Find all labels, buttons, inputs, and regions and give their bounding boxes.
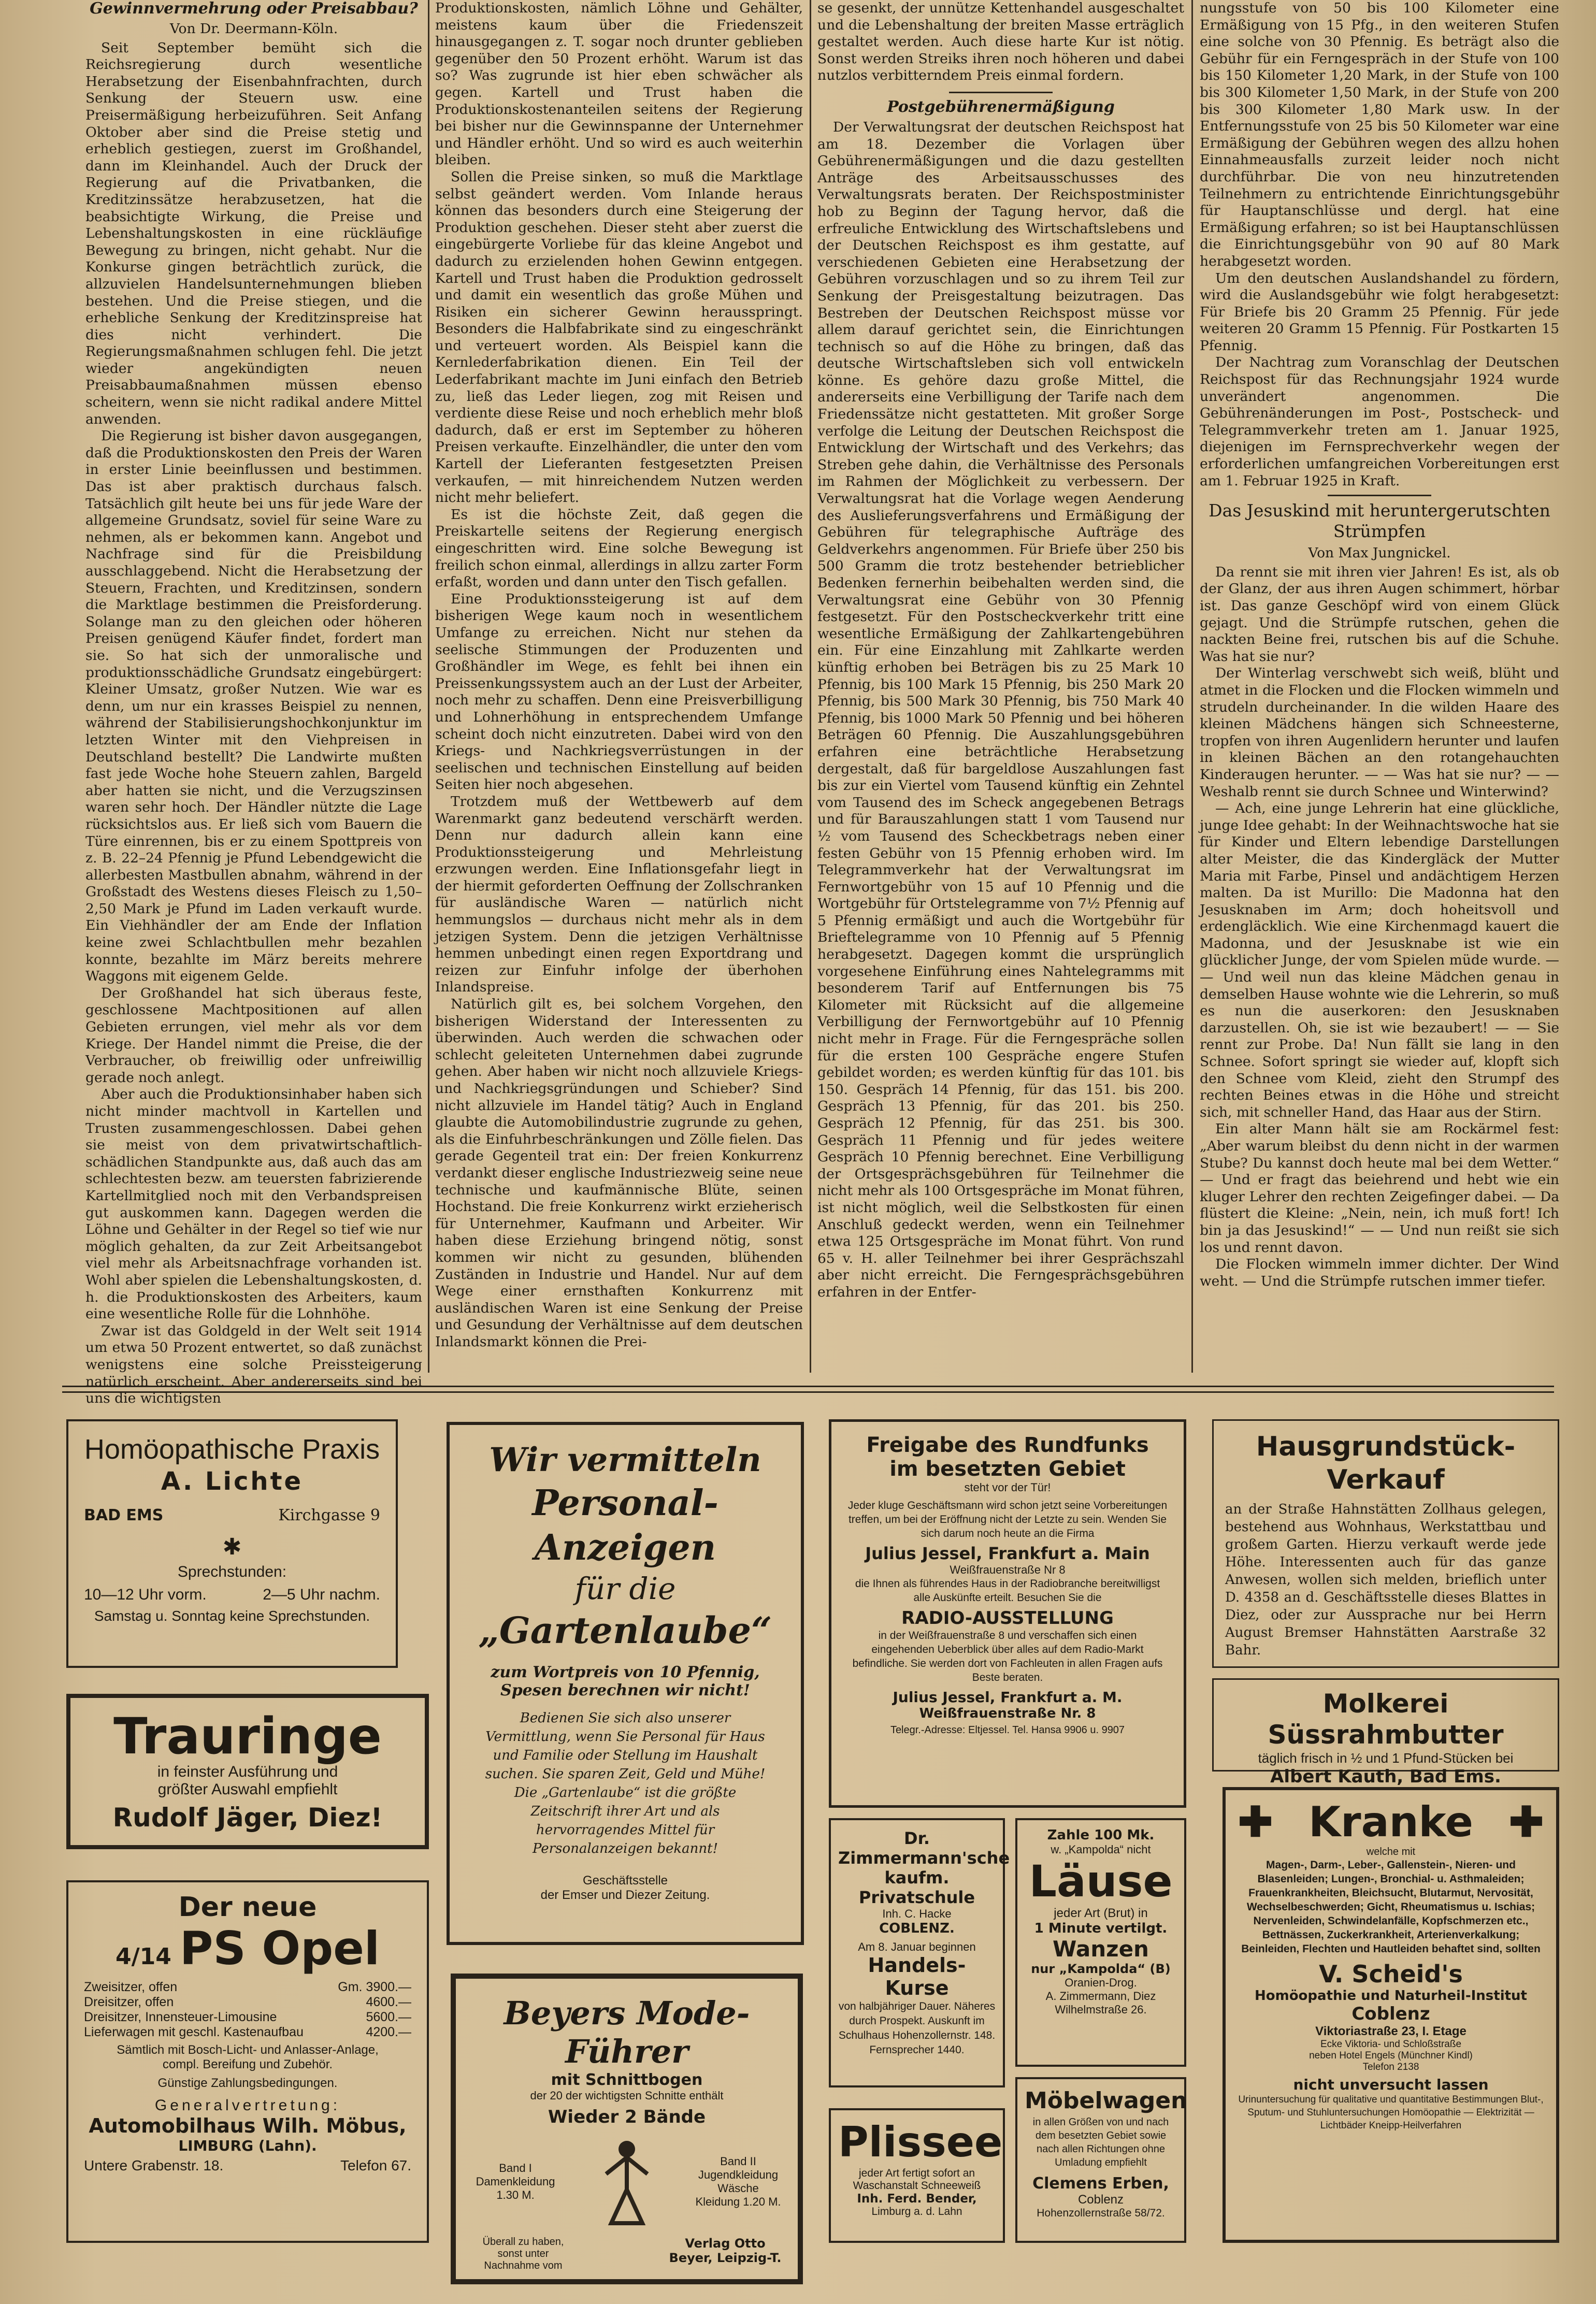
article-paragraph: Da rennt sie mit ihren vier Jahren! Es ist, als ob der Glanz, der aus ihren Augen schimmert, hörbar ist. Das ganze Geschöpf wird von einem Glück gejagt. Und die Strümpfe rutschen, gehen die nackten Beine frei, rutschen bis auf die Schuhe. Was hat sie nur?	[1200, 564, 1559, 665]
ad-price-list	[84, 1980, 411, 2040]
article-paragraph: se gesenkt, der unnütze Kettenhandel ausgeschaltet und die Lebenshaltung der breiten Masse erträglich gestaltet werden. Auch diese harte Kur ist nötig. Sonst werden Streiks ihren noch höheren und dabei nutzlos verbitterndem Preis einmal fordern.	[817, 0, 1184, 84]
ad-address: Untere Grabenstr. 18.	[84, 2157, 224, 2173]
ad-body: Magen-, Darm-, Leber-, Gallenstein-, Nieren- und Blasenleiden; Lungen-, Bronchial- u. Asthmaleiden; Frauenkrankheiten, Bleichsucht, Blutarmut, Nervosität, Wechselbeschwerden; Gicht, Rheumatismus u. Ischias; Nervenleiden, Schwindelanfälle, Kopfschmerzen etc., Bettnässen, Zuckerkrankheit, Arterienverkalkung; Beinleiden, Flechten und Hautleiden behaftet sind, sollten	[1241, 1859, 1541, 1955]
ad-name: A. Lichte	[161, 1467, 304, 1496]
separator-rule	[1328, 495, 1431, 496]
ad-body: in der Weißfrauenstraße 8 und verschaffen sich einen eingehenden Ueberblick über alles auf dem Radio-Markt befindliche. Sie werden dort von Fachleuten in allen Fragen aufs Beste beraten.	[852, 1630, 1163, 1683]
ad-line: jeder Art fertigt sofort an	[858, 2167, 975, 2179]
ad-price-row	[84, 1995, 411, 2010]
ad-rundfunk	[829, 1419, 1186, 1808]
ad-opel	[66, 1880, 429, 2243]
ad-course: Handels-Kurse	[868, 1954, 966, 1999]
cross-icon: ✚	[1508, 1797, 1544, 1846]
ad-title: Dr. Zimmermann'sche	[838, 1828, 1010, 1868]
ad-address: Ecke Viktoria- und Schloßstraße	[1320, 2039, 1462, 2050]
ad-line: in feinster Ausführung und	[157, 1763, 338, 1780]
separator-rule	[949, 92, 1053, 93]
ad-line: Wieder 2 Bände	[548, 2107, 706, 2127]
article-paragraph: Natürlich gilt es, bei solchem Vorgehen, den bisherigen Widerstand der Interessenten zu überwinden. Auch werden die schwachen oder schlecht geleiteten Unternehmen dabei zugrunde gehen. Aber haben wir nicht noch allzuviele Kriegs- und Nachkriegsgründungen und Schieber? Sind nicht allzuviele im Handel tätig? Auch in England glaubte die Automobilindustrie zugrunde zu gehen, als die Einfuhrbeschränkungen und Zölle fielen. Das gerade Gegenteil trat ein: Der freien Konkurrenz verdankt dieser englische Industriezweig seine neue technische und kaufmännische Blüte, seinen Hochstand. Die freie Konkurrenz wirkt erzieherisch für Unternehmer, Kaufmann und Arbeiter. Wir haben diese Erziehung bringend nötig, sonst kommen wir nicht zu gesunden, blühenden Zuständen in Industrie und Handel. Nur auf dem Wege einer ernsthaften Konkurrenz mit ausländischen Waren ist eine Senkung der Preise und Gesundung der Verhältnisse auf dem deutschen Inlandsmarkt können die Prei-	[435, 996, 803, 1350]
ad-address: neben Hotel Engels (Münchner Kindl)	[1309, 2050, 1473, 2061]
ad-dealer-city: LIMBURG (Lahn).	[178, 2137, 317, 2154]
ad-zimmermann-privatschule	[829, 1818, 1010, 2087]
ad-top: w. „Kampolda“ nicht	[1051, 1843, 1151, 1856]
ad-trauringe	[66, 1694, 429, 1849]
ad-line: der 20 der wichtigsten Schnitte enthält	[530, 2089, 724, 2102]
article-paragraph: Zwar ist das Goldgeld in der Welt seit 1914 um etwa 50 Prozent entwertet, so daß zunächst wenigstens eine solche Preissteigerung natürlich erscheint. Aber andererseits sind bei uns die wichtigsten	[85, 1322, 422, 1407]
article-paragraph: Die Regierung ist bisher davon ausgegangen, daß die Produktionskosten den Preis der Waren in erster Linie beeinflussen und bestimmen. Das ist aber praktisch durchaus falsch. Tatsächlich gilt heute bei uns für jede Ware der allgemeine Grundsatz, soviel für seine Ware zu nehmen, als er bekommen kann. Angebot und Nachfrage sind für die Preisbildung ausschlaggebend. Nicht die Herabsetzung der Steuern, Frachten, und Kreditzinsen, sondern die Marktlage bestimmen die Preisforderung. Solange man zu den gleichen oder höheren Preisen genügend Käufer findet, fordert man sie. So hat sich der unmoralische und produktionsschädliche Grundsatz eingebürgert: Kleiner Umsatz, großer Nutzen. Wie war es denn, um nur ein krasses Beispiel zu nennen, während der Stabilisierungshochkonjunktur im letzten Winter mit den Viehpreisen in Deutschland bestellt? Die Landwirte mußten fast jede Woche hohe Steuern zahlen, Bargeld aber hatten sie nicht, und die Verzugszinsen waren sehr hoch. Der Händler nützte die Lage rücksichtslos aus. Er ließ sich vom Bauern die Türe einrennen, bis er zu einem Spottpreis von z. B. 22–24 Pfennig je Pfund Lebendgewicht die allerbesten Mastbullen abnahm, während in der Großstadt des Westens dieses Fleisch zu 1,50–2,50 Mark je Pfund im Laden verkauft wurde. Ein Viehhändler der am Ende der Inflation keine zwei Schlachtbullen mehr bezahlen konnte, bezahlte im März bereits mehrere Waggons mit eigenem Gelde.	[85, 428, 422, 985]
ad-moebelwagen	[1015, 2077, 1186, 2243]
article-paragraph: Sollen die Preise sinken, so muß die Marktlage selbst geändert werden. Vom Inlande heraus können das besonders durch eine Steigerung der Produktion geschehen. Dieser steht aber zuerst die eingebürgerte Vorliebe für das kleine Angebot und dadurch zu erzielenden hohen Gewinn entgegen. Kartell und Trust haben die Produktion gedrosselt und damit ein wesentlich das große Mühen und Risiken ein sicherer Gewinn herausspringt. Besonders die Halbfabrikate sind zu eingeschränkt und verteuert worden. Als Beispiel kann die Kernlederfabrikation dienen. Ein Teil der Lederfabrikant machte im Juni einfach den Betrieb zu, ließ das Leder liegen, zog mit Reisen und verdiente diese Reise und noch erheblich mehr bloß dadurch, daß er erst im September zu höheren Preisen verkaufte. Einzelhändler, die unter den vom Kartell der Lieferanten festgesetzten Preisen verkaufen, — mit hinreichendem Nutzen werden nicht mehr beliefert.	[435, 168, 803, 506]
ad-telephone: Telefon 67.	[340, 2157, 411, 2173]
ad-line: „Gartenlaube“	[478, 1609, 772, 1652]
ad-line: Waschanstalt Schneeweiß	[853, 2180, 981, 2192]
ad-title: Homöopathische Praxis	[84, 1434, 380, 1465]
ad-foot: Überall zu haben, sonst unter Nachnahme vom	[482, 2236, 564, 2271]
ad-homoeopathische-praxis	[66, 1419, 398, 1668]
column-4	[1200, 0, 1559, 1373]
ad-firm: V. Scheid's	[1319, 1960, 1463, 1988]
ad-hours-weekend: Samstag u. Sonntag keine Sprechstunden.	[94, 1608, 370, 1624]
ad-sub: welche mit	[1366, 1846, 1416, 1857]
article-paragraph: Seit September bemüht sich die Reichsregierung durch wesentliche Herabsetzung der Eisenbahnfrachten, durch Senkung der Steuern usw. eine Preisermäßigung herbeizuführen. Seit Anfang Oktober aber sind die Preise stetig und erheblich gestiegen, zuerst im Großhandel, dann im Kleinhandel. Auch der Druck der Regierung auf die Privatbanken, die Kreditzinssätze herabzusetzen, hat die beabsichtigte Wirkung, die Preise und Lebenshaltungskosten in eine rückläufige Bewegung zu bringen, nicht gehabt. Nur die Konkurse gingen beträchtlich zurück, die allzuvielen Handelsunternehmungen blieben bestehen. Und die Preise stiegen, und die erhebliche Senkung der Kreditzinspreise hat dies nicht verhindert. Die Regierungsmaßnahmen schlugen fehl. Die jetzt wieder angekündigten neuen Preisabbaumaßnahmen müssen ebenso scheitern, wenn sie nicht radikal andere Mittel anwenden.	[85, 39, 422, 427]
article-byline: Von Max Jungnickel.	[1308, 545, 1451, 561]
ad-city: Coblenz	[1351, 2004, 1430, 2024]
article-title-jesuskind: Das Jesuskind mit heruntergerutschten Strümpfen	[1209, 500, 1550, 542]
ad-title: kaufm. Privatschule	[858, 1868, 975, 1907]
ad-firm: Julius Jessel, Frankfurt a. Main	[865, 1544, 1150, 1563]
article-paragraph: Der Winterlag verschwebt sich weiß, blüht und atmet in die Flocken und die Flocken wimmeln und strudeln durcheinander. In die wilden Haare des kleinen Mädchens hängen sich Schneesterne, tropfen von ihren Augenlidern herunter und laufen in kleinen Bächen an den rotangehauchten Kinderaugen herunter. — — Was hat sie nur? — — Weshalb rennt sie durch Schnee und Winterwind?	[1200, 665, 1559, 800]
ad-hours-row	[84, 1586, 380, 1604]
ad-cta: nicht unversucht lassen	[1293, 2076, 1489, 2093]
ad-plissee	[829, 2108, 1005, 2243]
ad-sub: steht vor der Tür!	[964, 1481, 1051, 1494]
ad-line: Wilhelmstraße 26.	[1055, 2003, 1147, 2016]
ad-title: Trauringe	[113, 1707, 382, 1765]
ad-address: Viktoriastraße 23, I. Etage	[1315, 2024, 1466, 2038]
ad-price-label: Dreisitzer, Innensteuer-Limousine	[84, 2010, 277, 2024]
ad-hausgrundstueck	[1212, 1419, 1559, 1668]
ad-foot: Verlag Otto Beyer, Leipzig-T.	[669, 2236, 782, 2265]
ad-price-value: 4200.—	[366, 2025, 411, 2039]
ad-firm-address: Weißfrauenstraße Nr. 8	[919, 1706, 1096, 1721]
article-paragraph: Der Verwaltungsrat der deutschen Reichspost hat am 18. Dezember die Vorlagen über Gebührenermäßigungen und die dazu gestellten Anträge des Arbeitsausschusses des Verwaltungsrats beraten. Der Reichspostminister hob zu Beginn der Tagung hervor, daß die erfreuliche Entwicklung des Wirtschaftslebens und der Deutschen Reichspost es ihm gestatte, auf verschiedenen Gebieten eine Herabsetzung der Gebühren vorzuschlagen und so zu ihrem Teil zur Senkung der Preisgestaltung beizutragen. Das Bestreben der Deutschen Reichspost müsse vor allem darauf gerichtet sein, die Einrichtungen technisch so auf die Höhe zu bringen, daß das deutsche Wirtschaftsleben sich voll entwickeln könne. Es gehöre dazu große Mittel, die andererseits eine Verbilligung der Tarife nach dem Friedenssätze nicht gestatteten. Mit großer Sorge verfolge die Leitung der Deutschen Reichspost die Entwicklung der Wirtschaft und des Verkehrs; das Streben gehe dahin, die Verhältnisse des Personals im Rahmen der Möglichkeit zu verbessern. Der Verwaltungsrat hat die Vorlage wegen Aenderung des Auslieferungsverfahrens und Ermäßigung der Gebühren für telegraphische Aufträge des Geldverkehrs angenommen. Für Briefe über 250 bis 500 Gramm die trotz bestehender betrieblicher Bedenken fernerhin beibehalten werden sind, die Verwaltungsrat eine Gebühr von 30 Pfennig festgesetzt. Für den Postscheckverkehr tritt eine wesentliche Ermäßigung der Zahlkartengebühren ein. Für eine Einzahlung mit Zahlkarte werden künftig erhoben bei Beträgen bis zu 25 Mark 10 Pfennig, bis 100 Mark 15 Pfennig, bis 250 Mark 20 Pfennig, bis 500 Mark 30 Pfennig, bis 750 Mark 40 Pfennig, bis 1000 Mark 50 Pfennig und bei höheren Beträgen 60 Pfennig. Die Auszahlungsgebühren erfahren eine beträchtliche Herabsetzung dergestalt, daß für bargeldlose Auszahlungen fast bis zur ein Viertel vom Tausend künftig ein Zehntel vom Tausend des im Scheck angegebenen Betrags und für Barauszahlungen statt 1 vom Tausend nur ½ vom Tausend des Scheckbetrags neben einer festen Gebühr von 15 Pfennig erhoben wird. Im Telegrammverkehr hat der Verwaltungsrat im Fernwortgebühr von 15 auf 10 Pfennig und die Wortgebühr für Ortstelegramme von 7½ Pfennig auf 5 Pfennig ermäßigt und auch die Wortgebühr für Brieftelegramme von 10 Pfennig auf 5 Pfennig herabgesetzt. Dagegen kommt die ursprünglich vorgesehene Einführung eines Nahtelegramms mit besonderem Tarif auf Entfernungen bis 75 Kilometer mit Rücksicht auf die allgemeine Verbilligung der Fernwortgebühr auf 10 Pfennig nicht mehr in Frage. Für die Ferngespräche sollen für die ersten 100 Gespräche engere Stufen gebildet worden; es werden künftig für das 101. bis 150. Gespräch 14 Pfennig, für das 151. bis 200. Gespräch 13 Pfennig, für das 201. bis 250. Gespräch 12 Pfennig, für das 251. bis 300. Gespräch 11 Pfennig und für jedes weitere Gespräch 10 Pfennig berechnet. Eine Verbilligung der Ortsgesprächsgebühren für Teilnehmer die nicht mehr als 100 Ortsgespräche im Monat führen, ist nicht möglich, weil die Selbstkosten für einen Anschluß gedeckt werden, wenn ein Teilnehmer etwa 125 Ortsgespräche im Monat führt. Von rund 65 v. H. aller Teilnehmer bei ihrer Gesprächszahl aber nicht erreicht. Die Ferngesprächsgebühren erfahren in der Entfer-	[817, 119, 1184, 1300]
ad-line: täglich frisch in ½ und 1 Pfund-Stücken bei	[1258, 1750, 1514, 1766]
ad-price-row	[84, 2025, 411, 2040]
ad-body: in allen Größen von und nach dem besetzten Gebiet sowie nach allen Richtungen ohne Umladung empfiehlt	[1032, 2116, 1169, 2168]
ad-beyers-mode-fuehrer	[451, 1974, 803, 2284]
ad-band: Band II Jugendkleidung Wäsche Kleidung 1.20 M.	[695, 2155, 781, 2208]
column-1	[85, 0, 422, 1407]
article-title-postgebuehren: Postgebührenermäßigung	[887, 97, 1115, 116]
ad-city: Coblenz	[1077, 2193, 1124, 2207]
ad-title: Plissee	[838, 2118, 1003, 2166]
ad-foot-row	[471, 2236, 782, 2272]
ad-line: mit Schnittbogen	[551, 2071, 703, 2089]
ad-bands-row	[471, 2138, 782, 2226]
ad-line: A. Zimmermann, Diez	[1045, 1990, 1156, 2003]
ad-gv: Generalvertretung:	[154, 2097, 341, 2114]
article-paragraph: nungsstufe von 50 bis 100 Kilometer eine Ermäßigung von 15 Pfg., in den weiteren Stufen eine solche von 30 Pfennig. Es beträgt also die Gebühr für ein Ferngespräch in der Stufe von 100 bis 150 Kilometer 1,20 Mark, in der Stufe von 100 bis 300 Kilometer 1,50 Mark, in der Stufe von 200 bis 300 Kilometer 1,80 Mark usw. In der Entfernungsstufe von 25 bis 50 Kilometer war eine Ermäßigung der Gebühren wegen des allzu hohen Einnahmeausfalls zurzeit leider noch nicht durchführbar. Die von neu hinzutretenden Teilnehmern zu entrichtende Einrichtungsgebühr für Hauptanschlüsse und dergl. hat eine Ermäßigung erfahren; so ist bei Hauptanschlüssen die Einrichtungsgebühr von 90 auf 80 Mark herabgesetzt worden.	[1200, 0, 1559, 269]
ad-price-row	[84, 2010, 411, 2025]
ad-line: 1 Minute vertilgt.	[1034, 1921, 1168, 1936]
ad-foot: Urinuntersuchung für qualitative und quantitative Bestimmungen Blut-, Sputum- und Stuhluntersuchungen Homöopathie — Elektrizität — Lichtbäder Kneipp-Heilverfahren	[1238, 2094, 1544, 2131]
ad-title: Wanzen	[1053, 1936, 1149, 1962]
ad-fraction: 4/14	[115, 1943, 171, 1970]
article-paragraph: — Ach, eine junge Lehrerin hat eine glückliche, junge Idee gehabt: In der Weihnachtswoche hat sie für Kinder und Eltern lebendige Darstellungen alter Meister, die das Kindergläck der Mutter Maria mit Farbe, Pinsel und andächtigem Herzen malten. Da ist Murillo: Die Madonna hat den Jesusknaben im Arm; doch hoheitsvoll und erdengläcklich. Wie eine Kirchenmagd kauert die Madonna, und der Jesusknabe ist wie ein glücklicher Junge, der vom Spielen müde wurde. — — Und weil nun das kleine Mädchen genau in demselben Hause wohnte wie die Lehrerin, so muß es nun die auserkoren: den Jesusknaben darzustellen. Oh, sie ist wie bezaubert! — — Sie rennt zur Probe. Da! Nun fällt sie lang in den Schnee. Sofort springt sie wieder auf, klopft sich den Schnee vom Kleid, zieht den Strumpf des rechten Beines etwas in die Höhe und streicht sich, mit schneller Hand, das Haar aus der Stirn.	[1200, 800, 1559, 1120]
ad-address-row	[84, 1506, 380, 1524]
ad-line: zum Wortpreis von 10 Pfennig,	[491, 1663, 760, 1681]
article-byline: Von Dr. Deermann-Köln.	[169, 21, 338, 37]
ad-line: Am 8. Januar beginnen	[858, 1940, 976, 1953]
article-paragraph: Aber auch die Produktionsinhaber haben sich nicht minder machtvoll in Kartellen und Trusten zusammengeschlossen. Dabei gehen sie meist von dem privatwirtschaftlich-schädlichen Standpunkte aus, daß auch das am schlechtesten bezw. am teuersten fabrizierende Kartellmitglied noch mit den Verbandspreisen gut auskommen kann. Dagegen werden die Löhne und Gehälter in der Regel so tief wie nur möglich gehalten, da zur Zeit Arbeitsangebot viel mehr als Arbeitsnachfrage vorhanden ist. Wohl aber spielen die Lebenshaltungskosten, d. h. die Produktionskosten des Arbeiters, kaum eine wesentliche Rolle für die Lohnhöhe.	[85, 1086, 422, 1322]
ad-model-row	[84, 1923, 411, 1975]
ad-body: die Ihnen als führendes Haus in der Radiobranche bereitwilligst alle Auskünfte erteilt. Besuchen Sie die	[855, 1578, 1160, 1604]
ad-line: Oranien-Drog.	[1065, 1976, 1137, 1989]
ad-expo: RADIO-AUSSTELLUNG	[901, 1608, 1114, 1629]
ad-title: Läuse	[1029, 1856, 1173, 1907]
asterisk-icon: ✱	[222, 1534, 242, 1560]
ad-molkerei	[1212, 1678, 1559, 1787]
ad-note: Sämtlich mit Bosch-Licht- und Anlasser-Anlage,	[117, 2043, 379, 2057]
ad-firm: Homöopathie und Naturheil-Institut	[1254, 1988, 1527, 2004]
ad-firm: Albert Kauth, Bad Ems.	[1270, 1766, 1501, 1787]
ad-dealer: Automobilhaus Wilh. Möbus,	[89, 2114, 407, 2137]
article-paragraph: Ein alter Mann hält sie am Rockärmel fest: „Aber warum bleibst du denn nicht in der warmen Stube? Du kannst doch heute mal bei dem Wetter.“ — Und er fragt das beiehrend und hebt wie ein kluger Lehrer den rechten Zeigefinger dabei. — Da flüstert die Kleine: „Nein, nein, ich muß fort! Ich bin ja das Jesuskind!“ — — Und nun reißt sie sich los und rennt davon.	[1200, 1121, 1559, 1256]
ad-title: Kranke	[1309, 1797, 1473, 1846]
ad-note: Günstige Zahlungsbedingungen.	[157, 2076, 338, 2090]
ad-line: Wir vermitteln	[489, 1441, 761, 1479]
ads-divider-rule	[62, 1386, 1554, 1393]
ad-body: Jeder kluge Geschäftsmann wird schon jetzt seine Vorbereitungen treffen, um bei der Eröffnung nicht der Letzte zu sein. Wenden Sie sich darum noch heute an die Firma	[847, 1500, 1168, 1539]
ad-line: nur „Kampolda“ (B)	[1031, 1962, 1171, 1976]
article-paragraph: Es ist die höchste Zeit, daß gegen die Preiskartelle seitens der Regierung energisch eingeschritten wird. Eine solche Bewegung ist freilich schon einmal, allerdings in allzu zarter Form erfaßt, worden und dann unter den Tisch gefallen.	[435, 506, 803, 591]
ad-hours-morning: 10—12 Uhr vorm.	[84, 1586, 207, 1603]
ad-price-label: Lieferwagen mit geschl. Kastenaufbau	[84, 2025, 304, 2039]
ad-owner: Inh. C. Hacke	[882, 1907, 952, 1920]
ad-body: von halbjähriger Dauer. Näheres durch Prospekt. Auskunft im Schulhaus Hohenzollernstr. 148. Fernsprecher 1440.	[838, 2000, 996, 2056]
column-divider	[810, 0, 811, 1373]
ad-hours-afternoon: 2—5 Uhr nachm.	[263, 1586, 380, 1603]
ad-title-row	[1238, 1797, 1544, 1846]
ad-title: Möbelwagen	[1025, 2087, 1187, 2114]
ad-name: Rudolf Jäger, Diez!	[112, 1803, 383, 1833]
article-title-gewinnvermehrung: Gewinnvermehrung oder Preisabbau?	[90, 0, 418, 18]
ad-address: Limburg a. d. Lahn	[871, 2206, 962, 2217]
ad-foot: Geschäftsstelle	[582, 1874, 668, 1888]
ad-city: COBLENZ.	[879, 1921, 955, 1936]
ad-price-value: 4600.—	[366, 1995, 411, 2009]
article-paragraph: Der Großhandel hat sich überaus feste, geschlossene Machtpositionen auf allen Gebieten errungen, viel mehr als vor dem Kriege. Der Handel nimmt die Preise, die der Verbraucher, ob freiwillig oder unfreiwillig gerade noch anlegt.	[85, 985, 422, 1086]
ad-note: compl. Bereifung und Zubehör.	[162, 2057, 333, 2071]
ad-title: im besetzten Gebiet	[889, 1457, 1126, 1481]
column-divider	[428, 0, 429, 1373]
article-paragraph: Eine Produktionssteigerung ist auf dem bisherigen Wege kaum noch in wesentlichem Umfange zu erreichen. Nicht nur stehen da seelische Stimmungen der Produzenten und Großhändler im Wege, es fehlt bei ihnen ein Preissenkungssystem auch an der Lust der Arbeiter, noch mehr zu schaffen. Denn eine Preisverbilligung und Lohnerhöhung in entsprechendem Umfange scheint doch nicht einzutreten. Dabei wird von den Kriegs- und Nachkriegsverrüstungen in der seelischen und technischen Einstellung auf beiden Seiten hier noch abgesehen.	[435, 591, 803, 793]
ad-address: Hohenzollernstraße 58/72.	[1037, 2207, 1165, 2219]
ad-price-label: Zweisitzer, offen	[84, 1980, 178, 1994]
ad-title: Molkerei Süssrahmbutter	[1268, 1689, 1504, 1750]
ad-price-value: 5600.—	[366, 2010, 411, 2024]
ad-foot: der Emser und Diezer Zeitung.	[540, 1888, 710, 1902]
ad-top: Zahle 100 Mk.	[1047, 1827, 1155, 1843]
ad-line: Spesen berechnen wir nicht!	[500, 1681, 750, 1700]
ad-firm-address: Weißfrauenstraße Nr 8	[950, 1563, 1066, 1576]
article-paragraph: Trotzdem muß der Wettbewerb auf dem Warenmarkt ganz bedeutend verschärft werden. Denn nur dadurch allein kann eine Produktionssteigerung und Mehrleistung erzwungen werden. Eine Inflationsgefahr liegt in der hiermit geforderten Oeffnung der Zollschranken für ausländische Waren — natürlich nicht hemmungslos — durchaus nicht mehr als in dem jetzigen System. Denn die jetzigen Verhältnisse hemmen unbedingt einen regen Exportdrang und reizen zur Einfuhr infolge der überhohen Inlandspreise.	[435, 793, 803, 996]
ad-title: Freigabe des Rundfunks	[866, 1433, 1149, 1457]
ad-street: Kirchgasse 9	[278, 1506, 380, 1524]
ad-line: Personal-Anzeigen	[532, 1482, 718, 1568]
ad-line: jeder Art (Brut) in	[1054, 1906, 1148, 1920]
ad-model: PS Opel	[179, 1922, 380, 1975]
ad-line: Der neue	[178, 1892, 317, 1923]
ad-address-row	[84, 2157, 411, 2174]
ad-firm: Julius Jessel, Frankfurt a. M.	[893, 1689, 1123, 1706]
article-paragraph: Um den deutschen Auslandshandel zu fördern, wird die Auslandsgebühr wie folgt herabgesetzt: Für Briefe bis 20 Gramm 25 Pfennig. Für jede weiteren 20 Gramm 15 Pfennig. Für Postkarten 15 Pfennig.	[1200, 270, 1559, 354]
dress-figure-icon	[591, 2138, 663, 2226]
ad-kranke	[1223, 1787, 1559, 2243]
ad-gartenlaube	[447, 1422, 804, 1945]
ad-city: BAD EMS	[84, 1506, 164, 1524]
ad-owner: Inh. Ferd. Bender,	[857, 2192, 977, 2206]
cross-icon: ✚	[1238, 1797, 1273, 1846]
ad-telephone: Telefon 2138	[1362, 2062, 1419, 2072]
article-paragraph: Der Nachtrag zum Voranschlag der Deutschen Reichspost für das Rechnungsjahr 1924 wurde unverändert angenommen. Die Gebührenänderungen im Post-, Postscheck- und Telegrammverkehr treten am 1. Januar 1925, diejenigen im Fernsprechverkehr wegen der erforderlichen umfangreichen Vorbereitungen erst am 1. Februar 1925 in Kraft.	[1200, 354, 1559, 489]
ad-laeuse	[1015, 1818, 1186, 2067]
ad-price-label: Dreisitzer, offen	[84, 1995, 174, 2009]
column-3	[817, 0, 1184, 1373]
ad-hours-label: Sprechstunden:	[177, 1563, 287, 1580]
ad-firm: Clemens Erben,	[1032, 2175, 1169, 2193]
ad-body: Bedienen Sie sich also unserer Vermittlung, wenn Sie Personal für Haus und Familie oder Stellung im Haushalt suchen. Sie sparen Zeit, Geld und Mühe! Die „Gartenlaube“ ist die größte Zeitschrift ihrer Art und als hervorragendes Mittel für Personalanzeigen bekannt!	[485, 1710, 766, 1856]
ad-price-value: Gm. 3900.—	[338, 1980, 411, 1994]
ad-title: Beyers Mode-Führer	[504, 1994, 750, 2070]
ad-telegram: Telegr.-Adresse: Eltjessel. Tel. Hansa 9906 u. 9907	[890, 1724, 1125, 1736]
ad-band: Band I Damenkleidung 1.30 M.	[476, 2162, 555, 2201]
ad-line: für die	[574, 1571, 676, 1606]
ad-body: an der Straße Hahnstätten Zollhaus gelegen, bestehend aus Wohnhaus, Werkstattbau und großem Garten. Hierzu verkauft werde jede Höhe. Interessenten auch für das ganze Anwesen, wollen sich melden, brieflich unter D. 4358 an d. Geschäftsstelle dieses Blattes in Diez, oder zur Aussprache nur bei Herrn August Bremser Hahnstätten Aarstraße 32 Bahr.	[1225, 1502, 1546, 1658]
article-paragraph: Produktionskosten, nämlich Löhne und Gehälter, meistens kaum über die Friedenszeit hinausgegangen z. T. sogar noch drunter geblieben gegenüber den 50 Prozent erhöht. Warum ist das so? Was zugrunde ist hier eben schwächer als gegen. Kartell und Trust haben die Produktionskostenanteilen seitens der Regierung bei bisher nur die Gewinnspanne der Unternehmer und Händler erhöht. Und so wird es auch weiterhin bleiben.	[435, 0, 803, 168]
ad-title: Hausgrundstück-Verkauf	[1256, 1431, 1516, 1495]
ad-price-row	[84, 1980, 411, 1995]
article-paragraph: Die Flocken wimmeln immer dichter. Der Wind weht. — Und die Strümpfe rutschen immer tiefer.	[1200, 1256, 1559, 1289]
column-divider	[1191, 0, 1193, 1373]
ad-line: größter Auswahl empfiehlt	[157, 1781, 338, 1798]
column-2	[435, 0, 803, 1373]
